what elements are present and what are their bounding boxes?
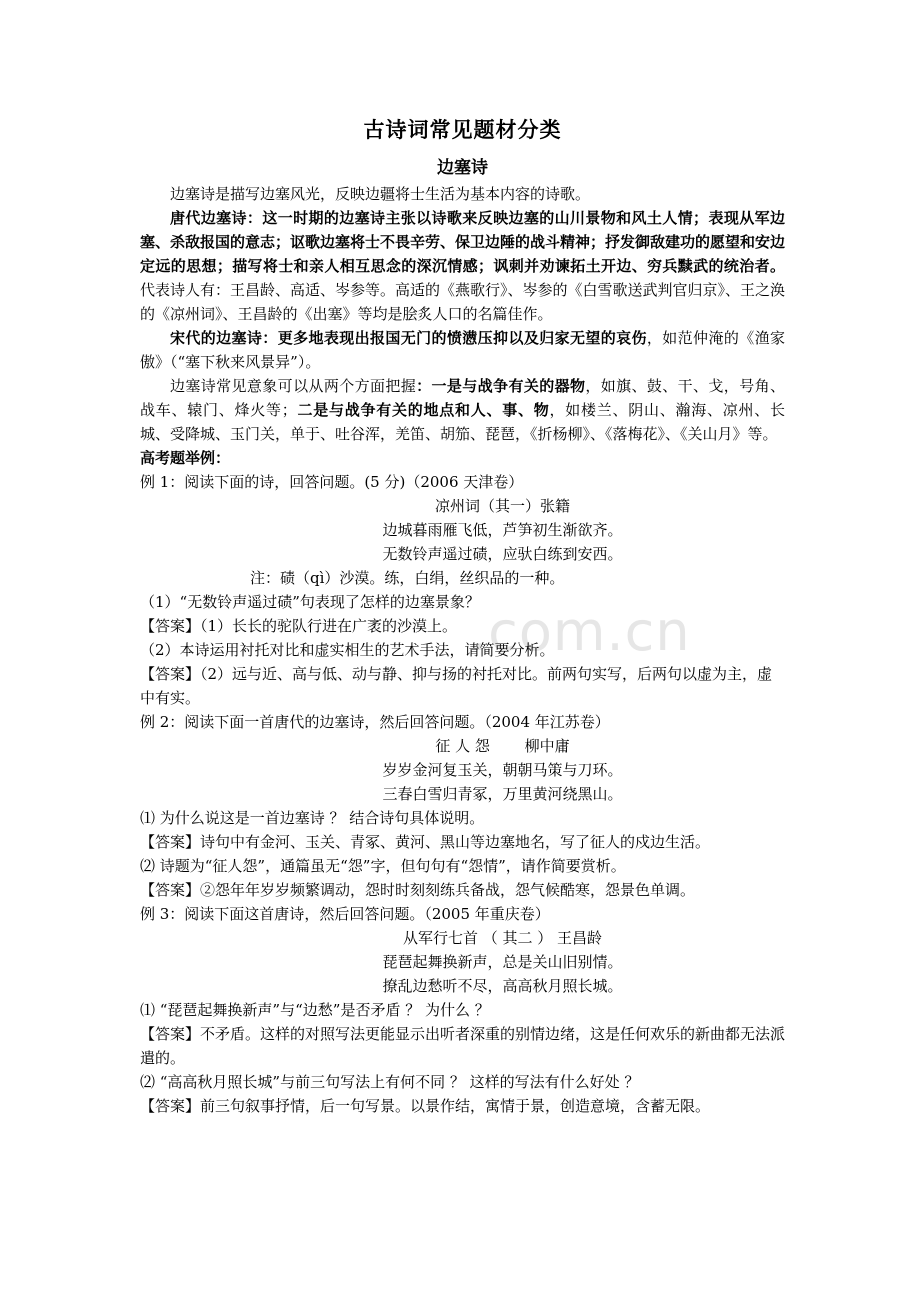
imagery-bold1: ：一是与战争有关的器物 (416, 377, 586, 395)
tang-paragraph (140, 206, 785, 326)
imagery-paragraph (140, 374, 785, 446)
song-paragraph (140, 326, 785, 374)
song-bold-text: 更多地表现出报国无门的愤懑压抑以及归家无望的哀伤 (277, 329, 647, 347)
ex3-answer1: 【答案】不矛盾。这样的对照写法更能显示出听者深重的别情边绪，这是任何欢乐的新曲都无法派遣的。 (140, 1025, 786, 1067)
ex1-note: 注：碛（qì）沙漠。练，白绢，丝织品的一种。 (250, 569, 565, 587)
ex3-question1: ⑴ “琵琶起舞换新声”与“边愁”是否矛盾 ？ 为什么 ？ (140, 1001, 490, 1019)
ex1-poem-line1: 边城暮雨雁飞低，芦笋初生渐欲齐。 (382, 521, 623, 539)
section-heading: 边塞诗 (437, 158, 488, 178)
imagery-part3: ，如楼兰、阴山、瀚海、凉州、长城、受降城、玉门关，单于、吐谷浑，羌笛、胡笳、琵琶，《折杨柳》、《落梅花》、《关山月》等。 (140, 401, 785, 443)
ex1-poem-line2: 无数铃声遥过碛，应驮白练到安西。 (382, 545, 623, 563)
imagery-part2: ，如旗、鼓、干、戈，号角、战车、辕门、烽火等； (140, 377, 785, 419)
ex1-poem-title: 凉州词（其一）张籍 (434, 497, 570, 515)
ex2-question1: ⑴ 为什么说这是一首边塞诗 ？ 结合诗句具体说明。 (140, 809, 485, 827)
tang-plain-text: 代表诗人有：王昌龄、高适、岑参等。高适的《燕歌行》、岑参的《白雪歌送武判官归京》、王之涣的《凉州词》、王昌龄的《出塞》等均是脍炙人口的名篇佳作。 (140, 281, 786, 323)
ex1-answer1: 【答案】（1）长长的驼队行进在广袤的沙漠上。 (140, 617, 458, 635)
ex1-intro: 例 1：阅读下面的诗，回答问题。(5 分)（2006 天津卷） (140, 473, 524, 491)
ex1-question2: （2）本诗运用衬托对比和虚实相生的艺术手法，请简要分析。 (140, 641, 555, 659)
ex3-poem-line1: 琵琶起舞换新声，总是关山旧别情。 (382, 953, 623, 971)
ex1-answer2: 【答案】（2）远与近、高与低、动与静、抑与扬的衬托对比。前两句实写，后两句以虚为主，虚中有实。 (140, 665, 773, 707)
imagery-bold2: 二是与战争有关的地点和人、事、物 (296, 401, 550, 419)
tang-label: 唐代边塞诗： (170, 209, 263, 227)
examples-heading: 高考题举例： (140, 449, 231, 467)
ex3-answer2: 【答案】前三句叙事抒情，后一句写景。以景作结，寓情于景，创造意境，含蓄无限。 (140, 1097, 711, 1115)
ex2-intro: 例 2：阅读下面一首唐代的边塞诗，然后回答问题。（2004 年江苏卷） (140, 713, 610, 731)
ex2-poem-title: 征 人 怨 柳中庸 (435, 737, 570, 755)
imagery-part1: 边塞诗常见意象可以从两个方面把握 (170, 377, 417, 395)
song-plain-text: ，如范仲淹的《渔家傲》（“塞下秋来风景异”）。 (140, 329, 785, 371)
ex2-answer1: 【答案】诗句中有金河、玉关、青冢、黄河、黑山等边塞地名，写了征人的戍边生活。 (140, 833, 711, 851)
song-label: 宋代的边塞诗： (170, 329, 278, 347)
ex3-poem-line2: 撩乱边愁听不尽，高高秋月照长城。 (382, 977, 623, 995)
ex2-poem-line1: 岁岁金河复玉关，朝朝马策与刀环。 (382, 761, 623, 779)
document-page (140, 110, 785, 1118)
watermark: .com.cn (470, 600, 691, 663)
ex2-poem-line2: 三春白雪归青冢，万里黄河绕黑山。 (382, 785, 623, 803)
ex2-question2: ⑵ 诗题为“征人怨”，通篇虽无“怨”字，但句句有“怨情”，请作简要赏析。 (140, 857, 626, 875)
ex1-question1: （1）“无数铃声遥过碛”句表现了怎样的边塞景象？ (140, 593, 480, 611)
tang-bold-text: 这一时期的边塞诗主张以诗歌来反映边塞的山川景物和风土人情；表现从军边塞、杀敌报国的意志；讴歌边塞将士不畏辛劳、保卫边陲的战斗精神；抒发御敌建功的愿望和安边定远的思想；描写将士和亲人相互思念的深沉情感；讽刺并劝谏拓土开边、穷兵黩武的统治者。 (140, 209, 786, 275)
ex3-intro: 例 3：阅读下面这首唐诗，然后回答问题。（2005 年重庆卷） (140, 905, 550, 923)
ex3-question2: ⑵ “高高秋月照长城”与前三句写法上有何不同 ？ 这样的写法有什么好处 ？ (140, 1073, 640, 1091)
ex3-poem-title: 从军行七首 （ 其二 ） 王昌龄 (402, 929, 603, 947)
intro-paragraph: 边塞诗是描写边塞风光，反映边疆将士生活为基本内容的诗歌。 (170, 185, 591, 203)
document-title: 古诗词常见题材分类 (363, 117, 562, 142)
ex2-answer2: 【答案】②怨年年岁岁频繁调动，怨时时刻刻练兵备战，怨气候酷寒，怨景色单调。 (140, 881, 696, 899)
